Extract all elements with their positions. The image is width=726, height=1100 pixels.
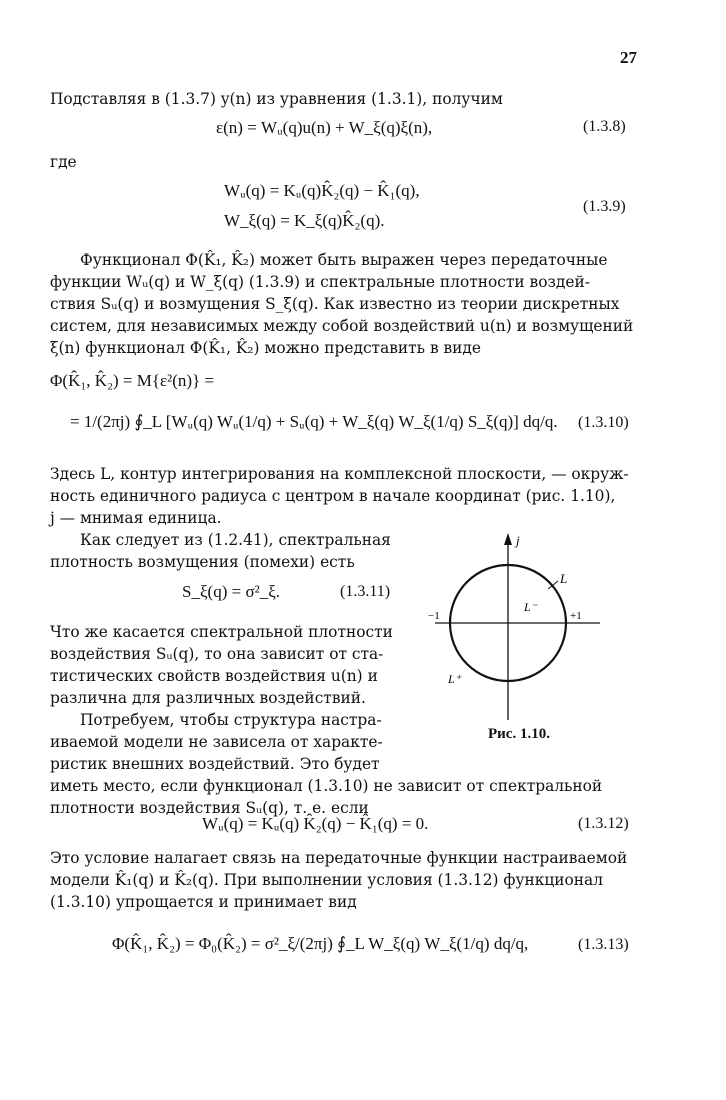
text-line: иметь место, если функционал (1.3.10) не зависит от спектральной xyxy=(50,777,603,795)
label-L-minus: L⁻ xyxy=(524,600,538,614)
text-line: Здесь L, контур интегрирования на комплексной плоскости, — окруж- xyxy=(50,465,629,483)
equation-1-3-10a: Φ(K̂₁, K̂₂) = M{ε²(n)} = xyxy=(50,371,215,390)
axis-arrow-icon xyxy=(504,533,512,545)
label-plus-one: +1 xyxy=(570,610,582,622)
text-line: Функционал Φ(K̂₁, K̂₂) может быть выражен через передаточные xyxy=(80,251,608,269)
text-line: плотности воздействия Sᵤ(q), т. е. если xyxy=(50,799,369,817)
label-minus-one: −1 xyxy=(428,610,440,622)
text-line: воздействия Sᵤ(q), то она зависит от ста- xyxy=(50,645,384,663)
equation-1-3-13: Φ(K̂₁, K̂₂) = Φ₀(K̂₂) = σ²_ξ/(2πj) ∮_L W_ξ(q) W_ξ(1/q) dq/q, xyxy=(112,934,529,953)
equation-number: (1.3.9) xyxy=(583,198,626,215)
text-line: систем, для независимых между собой воздействий u(n) и возмущений xyxy=(50,317,634,335)
equation-1-3-9a: Wᵤ(q) = Kᵤ(q)K̂₂(q) − K̂₁(q), xyxy=(224,181,420,200)
text-line: j — мнимая единица. xyxy=(50,509,222,527)
text-line: тистических свойств воздействия u(n) и xyxy=(50,667,378,685)
text-line: плотность возмущения (помехи) есть xyxy=(50,553,355,571)
page-number: 27 xyxy=(620,48,637,67)
label-L: L xyxy=(560,571,568,586)
figure-unit-circle xyxy=(420,525,620,725)
text-line: Это условие налагает связь на передаточные функции настраиваемой xyxy=(50,849,628,867)
text-line: Как следует из (1.2.41), спектральная xyxy=(80,531,391,549)
equation-number: (1.3.13) xyxy=(578,936,629,953)
text-line: ξ(n) функционал Φ(K̂₁, K̂₂) можно представить в виде xyxy=(50,339,482,357)
text-line: Потребуем, чтобы структура настра- xyxy=(80,711,382,729)
text-line: Что же касается спектральной плотности xyxy=(50,623,393,641)
text-line: функции Wᵤ(q) и W_ξ(q) (1.3.9) и спектральные плотности воздей- xyxy=(50,273,590,291)
equation-number: (1.3.10) xyxy=(578,414,629,431)
equation-1-3-9b: W_ξ(q) = K_ξ(q)K̂₂(q). xyxy=(224,211,385,230)
text-line: ристик внешних воздействий. Это будет xyxy=(50,755,380,773)
equation-number: (1.3.11) xyxy=(340,583,391,600)
equation-number: (1.3.12) xyxy=(578,815,629,832)
equation-1-3-10b: = 1/(2πj) ∮_L [Wᵤ(q) Wᵤ(1/q) + Sᵤ(q) + W_ξ(q) W_ξ(1/q) S_ξ(q)] dq/q. xyxy=(70,412,558,431)
equation-number: (1.3.8) xyxy=(583,118,626,135)
figure-caption: Рис. 1.10. xyxy=(488,726,550,742)
label-j: j xyxy=(516,533,520,548)
equation-1-3-8: ε(n) = Wᵤ(q)u(n) + W_ξ(q)ξ(n), xyxy=(216,118,433,137)
equation-1-3-11: S_ξ(q) = σ²_ξ. xyxy=(182,582,281,601)
text-line: (1.3.10) упрощается и принимает вид xyxy=(50,893,357,911)
text-line: различна для различных воздействий. xyxy=(50,689,366,707)
text-line: Подставляя в (1.3.7) y(n) из уравнения (1.3.1), получим xyxy=(50,90,503,108)
label-L-plus: L⁺ xyxy=(448,672,462,686)
text-line: где xyxy=(50,153,77,171)
equation-1-3-12: Wᵤ(q) = Kᵤ(q) K̂₂(q) − K̂₁(q) = 0. xyxy=(202,814,429,833)
text-line: ствия Sᵤ(q) и возмущения S_ξ(q). Как известно из теории дискретных xyxy=(50,295,620,313)
text-line: модели K̂₁(q) и K̂₂(q). При выполнении условия (1.3.12) функционал xyxy=(50,871,604,889)
text-line: иваемой модели не зависела от характе- xyxy=(50,733,383,751)
text-line: ность единичного радиуса с центром в начале координат (рис. 1.10), xyxy=(50,487,616,505)
